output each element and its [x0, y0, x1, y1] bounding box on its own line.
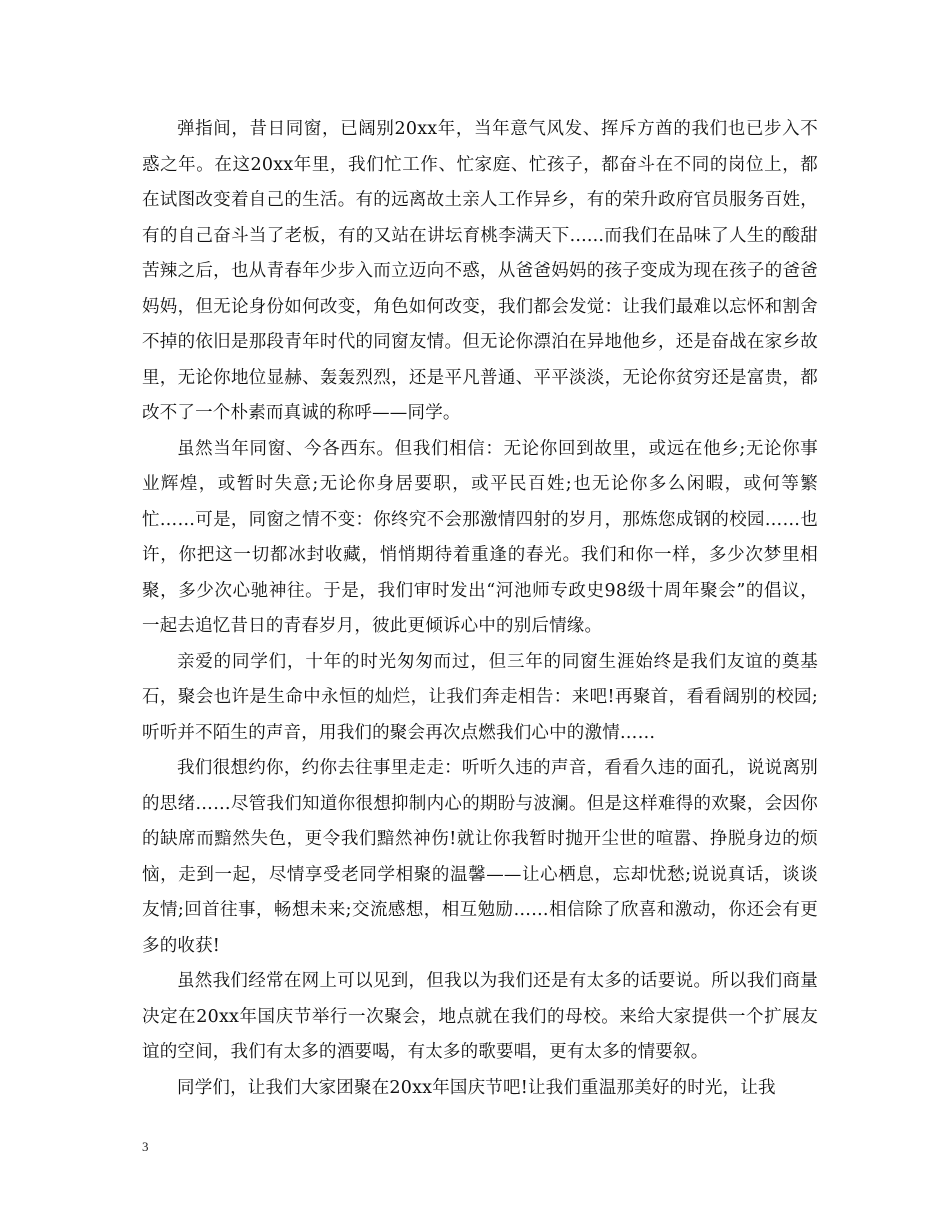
paragraph-2: 虽然当年同窗、今各西东。但我们相信：无论你回到故里，或远在他乡;无论你事业辉煌，或暂时失意;无论你身居要职，或平民百姓;也无论你多么闲暇，或何等繁忙……可是，同窗之情不变：你终究不会那激情四射的岁月，那炼您成钢的校园……也许，你把这一切都冰封收藏，悄悄期待着重逢的春光。我们和你一样，多少次梦里相聚，多少次心驰神往。于是，我们审时发出“河池师专政史98级十周年聚会”的倡议，一起去追忆昔日的青春岁月，彼此更倾诉心中的别后情缘。	[142, 438, 818, 636]
paragraph-5: 虽然我们经常在网上可以见到，但我以为我们还是有太多的话要说。所以我们商量决定在20xx年国庆节举行一次聚会，地点就在我们的母校。来给大家提供一个扩展友谊的空间，我们有太多的酒要喝，有太多的歌要唱，更有太多的情要叙。	[142, 971, 818, 1062]
paragraph-6: 同学们，让我们大家团聚在20xx年国庆节吧!让我们重温那美好的时光，让我	[177, 1077, 776, 1098]
document-body	[142, 112, 818, 1106]
paragraph-3: 亲爱的同学们，十年的时光匆匆而过，但三年的同窗生涯始终是我们友谊的奠基石，聚会也许是生命中永恒的灿烂，让我们奔走相告：来吧!再聚首，看看阔别的校园;听听并不陌生的声音，用我们的聚会再次点燃我们心中的激情……	[142, 651, 818, 743]
paragraph-1: 弹指间，昔日同窗，已阔别20xx年，当年意气风发、挥斥方酋的我们也已步入不惑之年。在这20xx年里，我们忙工作、忙家庭、忙孩子，都奋斗在不同的岗位上，都在试图改变着自己的生活。有的远离故土亲人工作异乡，有的荣升政府官员服务百姓，有的自己奋斗当了老板，有的又站在讲坛育桃李满天下......而我们在品味了人生的酸甜苦辣之后，也从青春年少步入而立迈向不惑，从爸爸妈妈的孩子变成为现在孩子的爸爸妈妈，但无论身份如何改变，角色如何改变，我们都会发觉：让我们最难以忘怀和割舍不掉的依旧是那段青年时代的同窗友情。但无论你漂泊在异地他乡，还是奋战在家乡故里，无论你地位显赫、轰轰烈烈，还是平凡普通、平平淡淡，无论你贫穷还是富贵，都改不了一个朴素而真诚的称呼——同学。	[142, 119, 818, 423]
paragraph-4: 我们很想约你，约你去往事里走走：听听久违的声音，看看久违的面孔，说说离别的思绪……尽管我们知道你很想抑制内心的期盼与波澜。但是这样难得的欢聚，会因你的缺席而黯然失色，更令我们黯然神伤!就让你我暂时抛开尘世的喧嚣、挣脱身边的烦恼，走到一起，尽情享受老同学相聚的温馨——让心栖息，忘却忧愁;说说真话，谈谈友情;回首往事，畅想未来;交流感想，相互勉励……相信除了欣喜和激动，你还会有更多的收获!	[142, 758, 818, 956]
page-number: 3	[142, 1139, 149, 1154]
